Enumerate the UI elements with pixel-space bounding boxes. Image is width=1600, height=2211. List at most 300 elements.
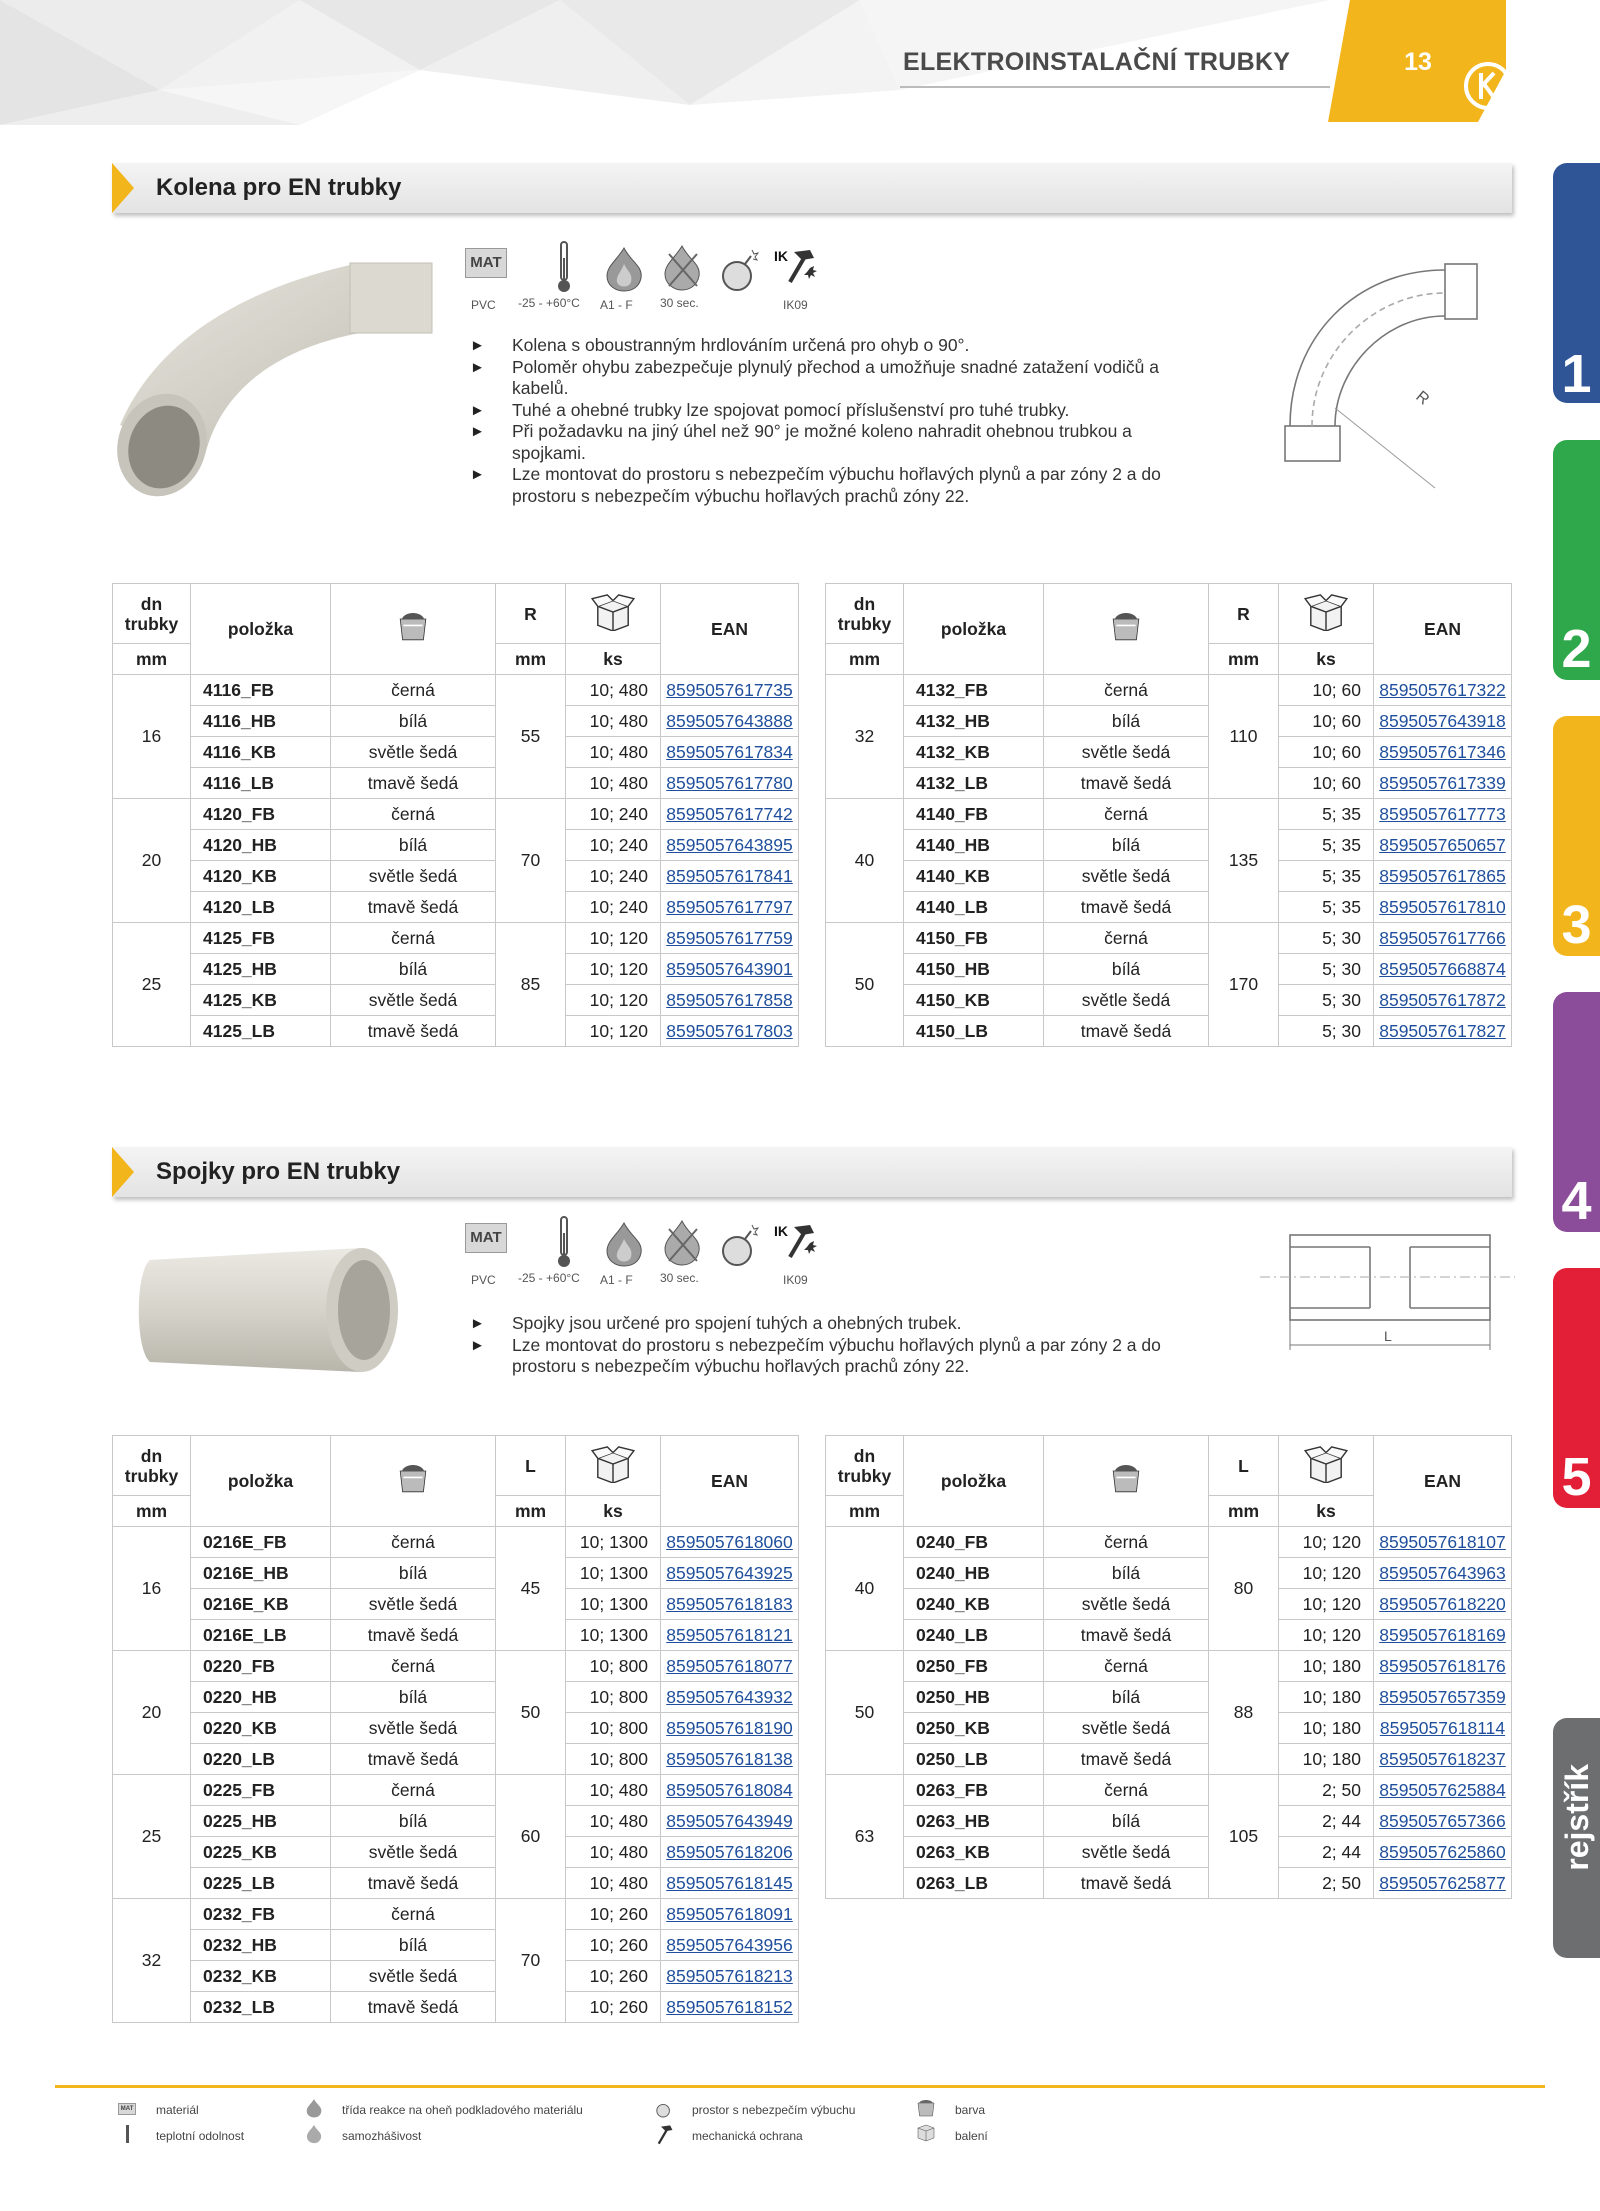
item-code: 4120_KB — [191, 861, 331, 892]
color-cell: černá — [1044, 799, 1209, 830]
pack-cell: 2; 44 — [1279, 1837, 1374, 1868]
ean-link[interactable]: 8595057643956 — [666, 1934, 793, 1955]
pack-cell: 10; 260 — [566, 1899, 661, 1930]
pack-cell: 10; 1300 — [566, 1527, 661, 1558]
color-cell: tmavě šedá — [331, 1016, 496, 1047]
ean-link[interactable]: 8595057617759 — [666, 927, 793, 948]
color-cell: světle šedá — [331, 737, 496, 768]
ean-cell — [661, 1713, 799, 1744]
table-row — [113, 1868, 799, 1899]
item-code: 0225_HB — [191, 1806, 331, 1837]
ean-link[interactable]: 8595057618114 — [1379, 1717, 1506, 1738]
ean-link[interactable]: 8595057643963 — [1379, 1562, 1506, 1583]
ean-cell — [661, 985, 799, 1016]
pack-cell: 10; 800 — [566, 1713, 661, 1744]
item-code: 0220_LB — [191, 1744, 331, 1775]
ean-cell — [1374, 1806, 1512, 1837]
color-cell: bílá — [331, 1682, 496, 1713]
ean-link[interactable]: 8595057618206 — [666, 1841, 793, 1862]
item-code: 4150_KB — [904, 985, 1044, 1016]
item-code: 0216E_HB — [191, 1558, 331, 1589]
dimension-cell: 70 — [496, 799, 566, 923]
pack-cell: 10; 800 — [566, 1744, 661, 1775]
dimension-cell: 85 — [496, 923, 566, 1047]
color-cell: bílá — [1044, 1558, 1209, 1589]
hammer-icon — [780, 244, 822, 286]
ean-link[interactable]: 8595057618121 — [666, 1624, 793, 1645]
color-cell: tmavě šedá — [331, 1620, 496, 1651]
ean-link[interactable]: 8595057617773 — [1379, 803, 1506, 824]
color-cell: černá — [331, 1651, 496, 1682]
ean-cell — [661, 1806, 799, 1837]
hammer-icon — [780, 1219, 822, 1261]
header-unit: ks — [566, 644, 661, 675]
dimension-cell: 170 — [1209, 923, 1279, 1047]
ean-cell — [661, 1558, 799, 1589]
explosion-bomb-icon — [719, 248, 759, 292]
header-unit: mm — [496, 644, 566, 675]
legend-hammer-icon — [652, 2122, 678, 2146]
item-code: 0225_LB — [191, 1868, 331, 1899]
list-item: ► Poloměr ohybu zabezpečuje plynulý přechod a umožňuje snadné zatažení vodičů a kabelů. — [470, 357, 1210, 400]
header-unit: mm — [496, 1496, 566, 1527]
ean-link[interactable]: 8595057617339 — [1379, 772, 1506, 793]
ean-cell — [1374, 675, 1512, 706]
ean-link[interactable]: 8595057625877 — [1379, 1872, 1506, 1893]
item-code: 0263_HB — [904, 1806, 1044, 1837]
ean-link[interactable]: 8595057618169 — [1379, 1624, 1506, 1645]
color-cell: bílá — [331, 1806, 496, 1837]
pack-cell: 10; 260 — [566, 1961, 661, 1992]
color-cell: světle šedá — [1044, 1837, 1209, 1868]
item-code: 0263_FB — [904, 1775, 1044, 1806]
table-row — [113, 954, 799, 985]
table-row — [826, 1558, 1512, 1589]
bend-features-list — [470, 335, 1210, 507]
ean-link[interactable]: 8595057625884 — [1379, 1779, 1506, 1800]
ean-cell — [661, 1961, 799, 1992]
coupling-features-list — [470, 1313, 1210, 1378]
list-item: ► Kolena s oboustranným hrdlováním určená pro ohyb o 90°. — [470, 335, 1210, 357]
self-extinguish-text: 30 sec. — [660, 1271, 699, 1285]
pack-cell: 10; 60 — [1279, 675, 1374, 706]
header-dn: dn trubky — [826, 584, 904, 644]
ean-cell — [1374, 1775, 1512, 1806]
legend-paint-bucket-icon — [915, 2098, 937, 2118]
table-row — [826, 675, 1512, 706]
ean-link[interactable]: 8595057617322 — [1379, 679, 1506, 700]
ean-link[interactable]: 8595057617834 — [666, 741, 793, 762]
color-cell: bílá — [331, 1930, 496, 1961]
dn-cell: 32 — [113, 1899, 191, 2023]
dn-cell: 20 — [113, 1651, 191, 1775]
item-code: 4140_HB — [904, 830, 1044, 861]
item-code: 0225_FB — [191, 1775, 331, 1806]
table-row — [113, 1682, 799, 1713]
dn-cell: 25 — [113, 1775, 191, 1899]
ean-cell — [661, 1016, 799, 1047]
item-code: 4132_LB — [904, 768, 1044, 799]
section-marker-icon — [112, 1147, 134, 1197]
ean-link[interactable]: 8595057617827 — [1379, 1020, 1506, 1041]
dimension-cell: 88 — [1209, 1651, 1279, 1775]
pack-cell: 10; 180 — [1279, 1682, 1374, 1713]
item-code: 4120_HB — [191, 830, 331, 861]
table-row — [113, 1527, 799, 1558]
pack-cell: 10; 1300 — [566, 1589, 661, 1620]
ean-link[interactable]: 8595057618176 — [1379, 1655, 1506, 1676]
header-dn: dn trubky — [826, 1436, 904, 1496]
ean-link[interactable]: 8595057617346 — [1379, 741, 1506, 762]
dn-cell: 25 — [113, 923, 191, 1047]
pack-cell: 10; 120 — [566, 1016, 661, 1047]
table-row — [113, 861, 799, 892]
header-unit: mm — [113, 644, 191, 675]
color-cell: tmavě šedá — [1044, 1868, 1209, 1899]
table-row — [826, 1806, 1512, 1837]
color-cell: černá — [1044, 1651, 1209, 1682]
ean-link[interactable]: 8595057618084 — [666, 1779, 793, 1800]
header-color-icon — [331, 584, 496, 675]
color-cell: černá — [331, 799, 496, 830]
header-unit: mm — [826, 644, 904, 675]
ean-link[interactable]: 8595057643895 — [666, 834, 793, 855]
color-cell: bílá — [1044, 706, 1209, 737]
ean-cell — [661, 1620, 799, 1651]
table-row — [113, 737, 799, 768]
item-code: 4120_LB — [191, 892, 331, 923]
ean-cell — [1374, 737, 1512, 768]
ean-cell — [1374, 1527, 1512, 1558]
ean-link[interactable]: 8595057668874 — [1379, 958, 1506, 979]
color-cell: světle šedá — [331, 861, 496, 892]
ean-link[interactable]: 8595057643949 — [666, 1810, 793, 1831]
legend-thermometer-icon — [126, 2125, 129, 2143]
pack-cell: 5; 35 — [1279, 799, 1374, 830]
ean-link[interactable]: 8595057618237 — [1379, 1748, 1506, 1769]
header-unit: ks — [1279, 644, 1374, 675]
item-code: 0232_FB — [191, 1899, 331, 1930]
pack-cell: 10; 180 — [1279, 1744, 1374, 1775]
list-item: ► Při požadavku na jiný úhel než 90° je možné koleno nahradit ohebnou trubkou a spojkami. — [470, 421, 1210, 464]
section-header-bends — [112, 163, 1512, 213]
table-row — [826, 923, 1512, 954]
ean-link[interactable]: 8595057643918 — [1379, 710, 1506, 731]
item-code: 0250_KB — [904, 1713, 1044, 1744]
item-code: 4125_KB — [191, 985, 331, 1016]
pack-cell: 5; 35 — [1279, 861, 1374, 892]
ik-label: IK — [774, 1223, 788, 1239]
ean-link[interactable]: 8595057618152 — [666, 1996, 793, 2017]
chapter-tab-1[interactable] — [1553, 163, 1600, 403]
item-code: 4150_LB — [904, 1016, 1044, 1047]
pack-cell: 10; 480 — [566, 1806, 661, 1837]
pipe-bend-image — [110, 255, 440, 505]
ean-link[interactable]: 8595057643901 — [666, 958, 793, 979]
chapter-tab-label: 4 — [1561, 1171, 1592, 1231]
ean-cell — [1374, 861, 1512, 892]
pack-cell: 10; 120 — [566, 985, 661, 1016]
header-item: položka — [191, 1436, 331, 1527]
ean-cell — [1374, 768, 1512, 799]
color-cell: tmavě šedá — [1044, 1620, 1209, 1651]
ean-cell — [1374, 1620, 1512, 1651]
coupling-image — [130, 1240, 410, 1380]
header-ean: EAN — [1374, 584, 1512, 675]
color-cell: bílá — [331, 954, 496, 985]
item-code: 0250_HB — [904, 1682, 1044, 1713]
ean-link[interactable]: 8595057618145 — [666, 1872, 793, 1893]
ean-link[interactable]: 8595057650657 — [1379, 834, 1506, 855]
chapter-tab-label: 1 — [1561, 344, 1592, 404]
ean-link[interactable]: 8595057617780 — [666, 772, 793, 793]
ean-cell — [661, 768, 799, 799]
pack-cell: 5; 30 — [1279, 985, 1374, 1016]
ean-cell — [1374, 1016, 1512, 1047]
item-code: 4116_KB — [191, 737, 331, 768]
item-code: 4150_HB — [904, 954, 1044, 985]
ean-cell — [661, 830, 799, 861]
item-code: 4132_KB — [904, 737, 1044, 768]
ean-link[interactable]: 8595057617872 — [1379, 989, 1506, 1010]
section-marker-icon — [112, 163, 134, 213]
company-logo-icon — [1462, 60, 1514, 112]
color-cell: černá — [1044, 923, 1209, 954]
pack-cell: 10; 60 — [1279, 768, 1374, 799]
bend-technical-drawing — [1275, 258, 1510, 493]
self-extinguish-icon — [661, 244, 703, 292]
table-row — [113, 1806, 799, 1837]
dn-cell: 16 — [113, 1527, 191, 1651]
dimension-cell: 135 — [1209, 799, 1279, 923]
pack-cell: 10; 120 — [1279, 1620, 1374, 1651]
ean-link[interactable]: 8595057618213 — [666, 1965, 793, 1986]
legend-explosion-icon — [655, 2098, 673, 2118]
item-code: 0263_LB — [904, 1868, 1044, 1899]
pack-cell: 10; 480 — [566, 675, 661, 706]
dimension-cell: 70 — [496, 1899, 566, 2023]
temperature-text: -25 - +60°C — [518, 296, 580, 310]
chapter-tab-2[interactable] — [1553, 440, 1600, 680]
pack-cell: 10; 240 — [566, 892, 661, 923]
table-row — [826, 830, 1512, 861]
header-unit: ks — [566, 1496, 661, 1527]
ean-link[interactable]: 8595057617865 — [1379, 865, 1506, 886]
ean-cell — [661, 799, 799, 830]
list-item: ► Spojky jsou určené pro spojení tuhých a ohebných trubek. — [470, 1313, 1210, 1335]
pack-cell: 2; 50 — [1279, 1775, 1374, 1806]
ean-link[interactable]: 8595057618077 — [666, 1655, 793, 1676]
legend-box-icon — [915, 2122, 937, 2142]
table-row — [113, 1775, 799, 1806]
color-cell: bílá — [331, 830, 496, 861]
ean-link[interactable]: 8595057617803 — [666, 1020, 793, 1041]
chapter-tab-label: 5 — [1561, 1447, 1592, 1507]
material-badge: MAT — [465, 248, 507, 278]
color-cell: tmavě šedá — [1044, 892, 1209, 923]
item-code: 4116_LB — [191, 768, 331, 799]
ean-link[interactable]: 8595057618220 — [1379, 1593, 1506, 1614]
ean-link[interactable]: 8595057617841 — [666, 865, 793, 886]
ean-link[interactable]: 8595057657359 — [1379, 1686, 1506, 1707]
legend-mechanical: mechanická ochrana — [692, 2129, 803, 2143]
dn-cell: 40 — [826, 799, 904, 923]
ean-cell — [1374, 954, 1512, 985]
ean-link[interactable]: 8595057618138 — [666, 1748, 793, 1769]
pack-cell: 10; 120 — [1279, 1527, 1374, 1558]
item-code: 0216E_LB — [191, 1620, 331, 1651]
table-row — [113, 799, 799, 830]
color-cell: světle šedá — [331, 985, 496, 1016]
table-row — [826, 1775, 1512, 1806]
pack-cell: 5; 35 — [1279, 830, 1374, 861]
ean-cell — [661, 1589, 799, 1620]
table-row — [113, 706, 799, 737]
table-row — [113, 1961, 799, 1992]
pack-cell: 10; 260 — [566, 1992, 661, 2023]
explosion-bomb-icon — [719, 1223, 759, 1267]
chapter-tab-5[interactable] — [1553, 1268, 1600, 1508]
table-row — [113, 892, 799, 923]
ean-link[interactable]: 8595057643932 — [666, 1686, 793, 1707]
ean-cell — [661, 923, 799, 954]
chapter-tab-3[interactable] — [1553, 716, 1600, 956]
table-row — [826, 706, 1512, 737]
ean-cell — [661, 1651, 799, 1682]
color-cell: černá — [1044, 1775, 1209, 1806]
pack-cell: 10; 1300 — [566, 1620, 661, 1651]
color-cell: tmavě šedá — [1044, 768, 1209, 799]
index-tab[interactable] — [1553, 1718, 1600, 1958]
table-row — [826, 1527, 1512, 1558]
color-cell: černá — [331, 675, 496, 706]
dimension-cell: 50 — [496, 1651, 566, 1775]
ean-cell — [661, 954, 799, 985]
chapter-tab-4[interactable] — [1553, 992, 1600, 1232]
header-dimension: L — [496, 1436, 566, 1496]
header-unit: mm — [826, 1496, 904, 1527]
color-cell: černá — [1044, 1527, 1209, 1558]
table-row — [826, 1837, 1512, 1868]
ean-link[interactable]: 8595057618060 — [666, 1531, 793, 1552]
fire-class-text: A1 - F — [600, 298, 633, 312]
ean-link[interactable]: 8595057643888 — [666, 710, 793, 731]
item-code: 4120_FB — [191, 799, 331, 830]
legend-material: materiál — [156, 2103, 199, 2117]
ean-cell — [661, 1992, 799, 2023]
ean-link[interactable]: 8595057625860 — [1379, 1841, 1506, 1862]
color-cell: tmavě šedá — [1044, 1016, 1209, 1047]
item-code: 0250_FB — [904, 1651, 1044, 1682]
dimension-cell: 45 — [496, 1527, 566, 1651]
item-code: 0232_LB — [191, 1992, 331, 2023]
ean-link[interactable]: 8595057618190 — [666, 1717, 793, 1738]
ean-link[interactable]: 8595057617766 — [1379, 927, 1506, 948]
table-row — [113, 1992, 799, 2023]
dimension-cell: 55 — [496, 675, 566, 799]
dimension-cell: 110 — [1209, 675, 1279, 799]
pack-cell: 10; 480 — [566, 706, 661, 737]
item-code: 4140_LB — [904, 892, 1044, 923]
ean-cell — [661, 1527, 799, 1558]
dimension-cell: 105 — [1209, 1775, 1279, 1899]
item-code: 4125_FB — [191, 923, 331, 954]
pack-cell: 10; 480 — [566, 1868, 661, 1899]
ean-cell — [661, 706, 799, 737]
color-cell: černá — [331, 923, 496, 954]
item-code: 4125_HB — [191, 954, 331, 985]
color-cell: černá — [1044, 675, 1209, 706]
ean-link[interactable]: 8595057617810 — [1379, 896, 1506, 917]
legend-explosion: prostor s nebezpečím výbuchu — [692, 2103, 856, 2117]
pack-cell: 10; 480 — [566, 1775, 661, 1806]
section-header-couplings — [112, 1147, 1512, 1197]
ik-rating-text: IK09 — [783, 1273, 808, 1287]
item-code: 0232_HB — [191, 1930, 331, 1961]
page-header-title: ELEKTROINSTALAČNÍ TRUBKY — [903, 48, 1291, 76]
table-row — [113, 1016, 799, 1047]
color-cell: světle šedá — [1044, 1589, 1209, 1620]
table-row — [826, 1744, 1512, 1775]
header-item: položka — [191, 584, 331, 675]
temperature-text: -25 - +60°C — [518, 1271, 580, 1285]
header-ean: EAN — [661, 584, 799, 675]
legend-temp: teplotní odolnost — [156, 2129, 245, 2143]
ean-cell — [661, 1868, 799, 1899]
ean-link[interactable]: 8595057617858 — [666, 989, 793, 1010]
pack-cell: 10; 240 — [566, 830, 661, 861]
fire-class-text: A1 - F — [600, 1273, 633, 1287]
pack-cell: 10; 480 — [566, 1837, 661, 1868]
header-unit: mm — [1209, 644, 1279, 675]
header-pack-icon — [1279, 1436, 1374, 1496]
self-extinguish-icon — [661, 1219, 703, 1267]
header-item: položka — [904, 1436, 1044, 1527]
ean-link[interactable]: 8595057617742 — [666, 803, 793, 824]
ean-cell — [1374, 799, 1512, 830]
pack-cell: 10; 800 — [566, 1651, 661, 1682]
item-code: 0216E_KB — [191, 1589, 331, 1620]
table-row — [113, 1899, 799, 1930]
pack-cell: 5; 30 — [1279, 923, 1374, 954]
header-item: položka — [904, 584, 1044, 675]
ean-link[interactable]: 8595057657366 — [1379, 1810, 1506, 1831]
color-cell: světle šedá — [1044, 861, 1209, 892]
thermometer-icon — [555, 1215, 573, 1269]
pack-cell: 10; 60 — [1279, 706, 1374, 737]
pack-cell: 10; 480 — [566, 768, 661, 799]
ean-link[interactable]: 8595057618107 — [1379, 1531, 1506, 1552]
item-code: 0216E_FB — [191, 1527, 331, 1558]
ean-link[interactable]: 8595057643925 — [666, 1562, 793, 1583]
color-cell: tmavě šedá — [1044, 1744, 1209, 1775]
ean-link[interactable]: 8595057618183 — [666, 1593, 793, 1614]
dimension-cell: 80 — [1209, 1527, 1279, 1651]
table-row — [826, 954, 1512, 985]
ean-link[interactable]: 8595057617735 — [666, 679, 793, 700]
ean-cell — [1374, 892, 1512, 923]
item-code: 4116_HB — [191, 706, 331, 737]
ean-link[interactable]: 8595057617797 — [666, 896, 793, 917]
flame-icon — [603, 246, 645, 292]
ean-link[interactable]: 8595057618091 — [666, 1903, 793, 1924]
header-pack-icon — [566, 1436, 661, 1496]
ean-cell — [1374, 830, 1512, 861]
ean-cell — [661, 1744, 799, 1775]
pack-cell: 10; 120 — [566, 954, 661, 985]
table-row — [826, 861, 1512, 892]
legend-divider — [55, 2085, 1545, 2088]
